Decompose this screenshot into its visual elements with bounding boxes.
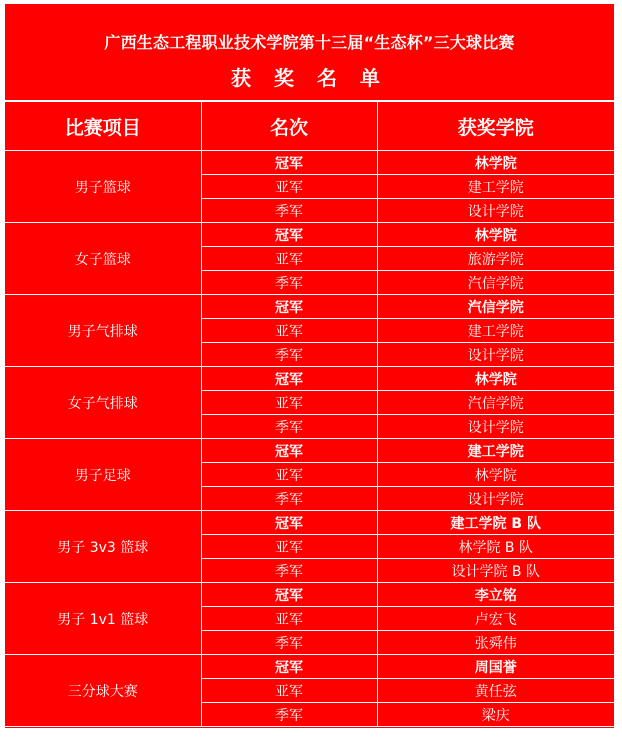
winner-cell: 设计学院 [377,199,614,223]
winner-cell: 梁庆 [377,703,614,727]
winner-cell: 设计学院 [377,487,614,511]
table-row [5,223,614,247]
winner-cell: 汽信学院 [377,391,614,415]
winner-cell: 建工学院 [377,175,614,199]
rank-cell: 冠军 [201,295,377,319]
rank-cell: 季军 [201,487,377,511]
rank-cell: 冠军 [201,511,377,535]
winner-cell: 汽信学院 [377,295,614,319]
event-name: 三分球大赛 [5,655,201,727]
winner-cell: 林学院 [377,223,614,247]
winner-cell: 林学院 [377,463,614,487]
winner-cell: 建工学院 [377,319,614,343]
winner-cell: 建工学院 B 队 [377,511,614,535]
rank-cell: 冠军 [201,439,377,463]
table-row [5,367,614,391]
rank-cell: 亚军 [201,535,377,559]
document-subtitle: 获 奖 名 单 [231,66,388,90]
rank-cell: 冠军 [201,583,377,607]
event-name: 男子 3v3 篮球 [5,511,201,583]
rank-cell: 亚军 [201,319,377,343]
rank-cell: 亚军 [201,391,377,415]
rank-cell: 冠军 [201,223,377,247]
event-name: 男子篮球 [5,151,201,223]
event-name: 男子 1v1 篮球 [5,583,201,655]
winner-cell: 旅游学院 [377,247,614,271]
winner-cell: 设计学院 [377,343,614,367]
winner-cell: 李立铭 [377,583,614,607]
rank-cell: 冠军 [201,151,377,175]
title-block [5,4,614,101]
rank-cell: 季军 [201,631,377,655]
rank-cell: 亚军 [201,463,377,487]
winner-cell: 设计学院 B 队 [377,559,614,583]
winner-cell: 黄任弦 [377,679,614,703]
results-table [5,101,614,727]
event-name: 男子气排球 [5,295,201,367]
winner-cell: 林学院 [377,367,614,391]
event-name: 女子篮球 [5,223,201,295]
header-row [5,102,614,151]
rank-cell: 冠军 [201,367,377,391]
winner-cell: 建工学院 [377,439,614,463]
winner-cell: 卢宏飞 [377,607,614,631]
winner-cell: 周国誉 [377,655,614,679]
header-event: 比赛项目 [5,102,201,151]
table-row [5,655,614,679]
table-row [5,151,614,175]
award-sheet [4,3,615,729]
table-row [5,295,614,319]
rank-cell: 冠军 [201,655,377,679]
rank-cell: 季军 [201,703,377,727]
rank-cell: 亚军 [201,247,377,271]
table-row [5,511,614,535]
header-rank: 名次 [201,102,377,151]
event-name: 女子气排球 [5,367,201,439]
winner-cell: 张舜伟 [377,631,614,655]
table-row [5,583,614,607]
header-winner: 获奖学院 [377,102,614,151]
document-title: 广西生态工程职业技术学院第十三届“生态杯”三大球比赛 [104,33,515,52]
results-body [5,151,614,727]
rank-cell: 季军 [201,559,377,583]
rank-cell: 季军 [201,199,377,223]
rank-cell: 亚军 [201,175,377,199]
rank-cell: 季军 [201,271,377,295]
winner-cell: 林学院 B 队 [377,535,614,559]
winner-cell: 林学院 [377,151,614,175]
winner-cell: 设计学院 [377,415,614,439]
event-name: 男子足球 [5,439,201,511]
table-row [5,439,614,463]
rank-cell: 亚军 [201,679,377,703]
rank-cell: 季军 [201,415,377,439]
winner-cell: 汽信学院 [377,271,614,295]
rank-cell: 亚军 [201,607,377,631]
rank-cell: 季军 [201,343,377,367]
